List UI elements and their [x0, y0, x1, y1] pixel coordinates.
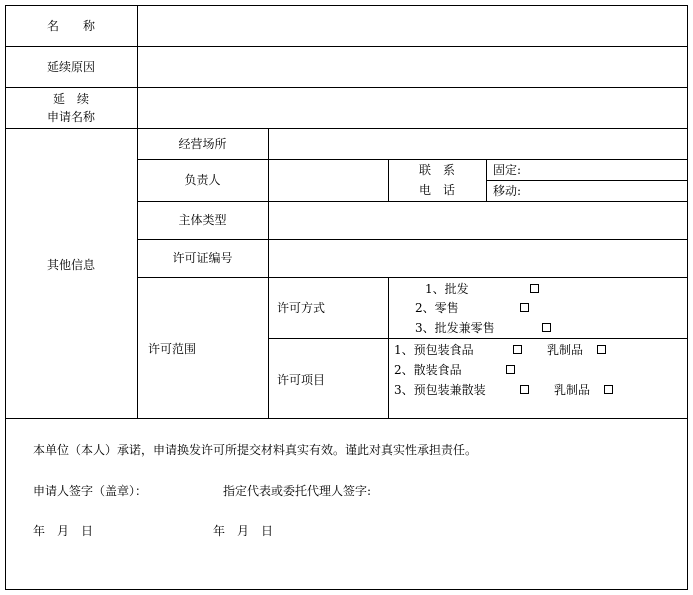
row-divider [5, 46, 688, 47]
date-right: 年 月 日 [213, 524, 274, 538]
other-info-label: 其他信息 [46, 258, 95, 272]
row-divider [5, 128, 688, 129]
fixed-phone-label: 固定: [493, 163, 522, 177]
reason-label: 延续原因 [46, 60, 95, 74]
scope-label: 许可范围 [148, 342, 197, 356]
agent-signature-label: 指定代表或委托代理人签字: [223, 484, 372, 498]
item-option-dairy-1: 乳制品 [547, 343, 584, 357]
reason-field[interactable] [139, 48, 686, 86]
contact-label-line2: 电 话 [418, 183, 455, 197]
col-divider [268, 128, 269, 418]
mode-both-checkbox[interactable] [542, 323, 551, 332]
col-divider [388, 277, 389, 418]
person-label: 负责人 [184, 173, 221, 187]
license-number-field[interactable] [270, 241, 686, 276]
item-option-dairy-2: 乳制品 [554, 383, 591, 397]
mobile-phone-field[interactable] [530, 182, 686, 200]
apply-name-field[interactable] [139, 89, 686, 127]
person-field[interactable] [270, 161, 386, 200]
item-option-bulk: 2、散装食品 [394, 363, 462, 377]
item-dairy-2-checkbox[interactable] [604, 385, 613, 394]
premises-field[interactable] [270, 130, 686, 158]
row-divider [137, 159, 688, 160]
row-divider [5, 418, 688, 419]
item-prepackaged-checkbox[interactable] [513, 345, 522, 354]
fixed-phone-field[interactable] [530, 161, 686, 179]
contact-label-line1: 联 系 [418, 163, 455, 177]
premises-label: 经营场所 [178, 137, 227, 151]
item-bulk-checkbox[interactable] [506, 365, 515, 374]
item-option-prepackaged-bulk: 3、预包装兼散装 [394, 383, 486, 397]
date-left: 年 月 日 [33, 524, 94, 538]
mode-label: 许可方式 [277, 301, 326, 315]
declaration-statement: 本单位（本人）承诺，申请换发许可所提交材料真实有效。谨此对真实性承担责任。 [33, 443, 478, 457]
item-prepackaged-bulk-checkbox[interactable] [520, 385, 529, 394]
row-divider [268, 338, 688, 339]
mode-option-wholesale: 1、批发 [425, 282, 469, 296]
mode-wholesale-checkbox[interactable] [530, 284, 539, 293]
mode-retail-checkbox[interactable] [520, 303, 529, 312]
name-label: 名 称 [46, 19, 95, 33]
apply-name-label-line1: 延 续 [52, 92, 89, 106]
applicant-signature-label: 申请人签字（盖章）： [33, 484, 148, 498]
row-divider [5, 87, 688, 88]
item-option-prepackaged: 1、预包装食品 [394, 343, 474, 357]
mobile-phone-label: 移动: [493, 184, 522, 198]
entity-type-field[interactable] [270, 203, 686, 238]
row-divider [486, 180, 688, 181]
row-divider [137, 201, 688, 202]
col-divider [137, 5, 138, 418]
mode-option-both: 3、批发兼零售 [415, 321, 495, 335]
license-number-label: 许可证编号 [172, 251, 233, 265]
row-divider [137, 277, 688, 278]
apply-name-label-line2: 申请名称 [46, 110, 95, 124]
entity-type-label: 主体类型 [178, 213, 227, 227]
mode-option-retail: 2、零售 [415, 301, 459, 315]
name-field[interactable] [139, 7, 686, 45]
row-divider [137, 239, 688, 240]
item-label: 许可项目 [277, 373, 326, 387]
col-divider [486, 159, 487, 201]
item-dairy-1-checkbox[interactable] [597, 345, 606, 354]
